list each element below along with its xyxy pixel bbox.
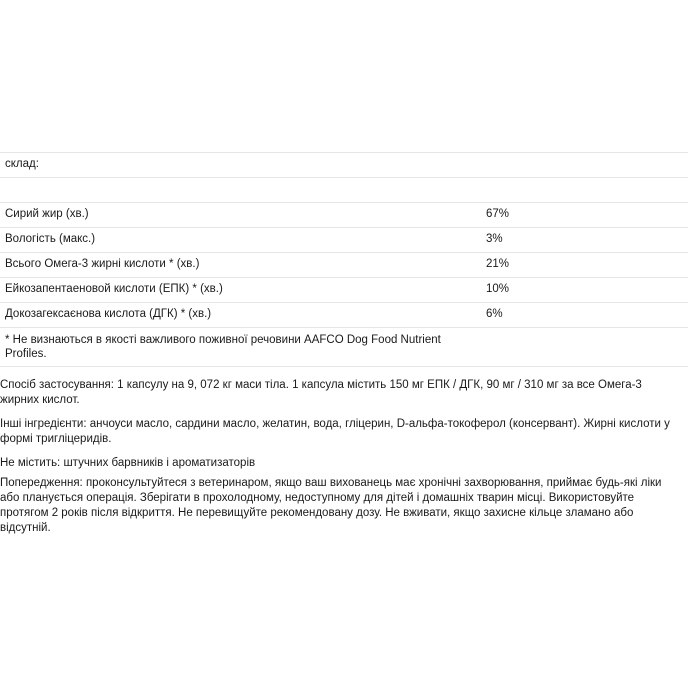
row-label: Сирий жир (хв.): [5, 208, 89, 220]
row-label: Вологість (макс.): [5, 233, 96, 245]
row-value: 21%: [486, 258, 510, 270]
composition-table: [0, 152, 688, 367]
row-value: 10%: [486, 283, 510, 295]
row-label: Докозагексаєнова кислота (ДГК) * (хв.): [5, 308, 212, 320]
row-value: 67%: [486, 208, 510, 220]
table-row: [0, 227, 688, 252]
footnote-row: [0, 327, 688, 367]
table-spacer-row: [0, 177, 688, 202]
table-header: склад:: [5, 158, 39, 170]
other-ingredients-paragraph: Інші інгредієнти: анчоуси масло, сардини масло, желатин, вода, гліцерин, D-альфа-токоферол (консервант). Жирні кислоти у формі тригліцеридів.: [0, 418, 670, 445]
row-value: 3%: [486, 233, 503, 245]
table-row: [0, 252, 688, 277]
row-label: Всього Омега-3 жирні кислоти * (хв.): [5, 258, 200, 270]
table-row: [0, 202, 688, 227]
free-of-paragraph: Не містить: штучних барвників і ароматизаторів: [0, 457, 256, 469]
row-label: Ейкозапентаеновой кислоти (ЕПК) * (хв.): [5, 283, 223, 295]
table-header-row: [0, 152, 688, 177]
usage-paragraph: Спосіб застосування: 1 капсулу на 9, 072 кг маси тіла. 1 капсула містить 150 мг ЕПК / ДГК, 90 мг / 310 мг за все Омега-3 жирних кислот.: [0, 379, 642, 406]
table-row: [0, 302, 688, 327]
table-row: [0, 277, 688, 302]
row-value: 6%: [486, 308, 503, 320]
footnote-text: * Не визнаються в якості важливого поживної речовини AAFCO Dog Food Nutrient Profiles.: [5, 334, 441, 360]
warning-paragraph: Попередження: проконсультуйтеся з ветеринаром, якщо ваш вихованець має хронічні захворювання, приймає будь-які ліки або планується операція. Зберігати в прохолодному, недоступному для дітей і домашніх тварин місці. Використовуйте протягом 2 років після відкриття. Не перевищуйте рекомендовану дозу. Не вживати, якщо захисне кільце зламано або відсутній.: [0, 477, 662, 534]
